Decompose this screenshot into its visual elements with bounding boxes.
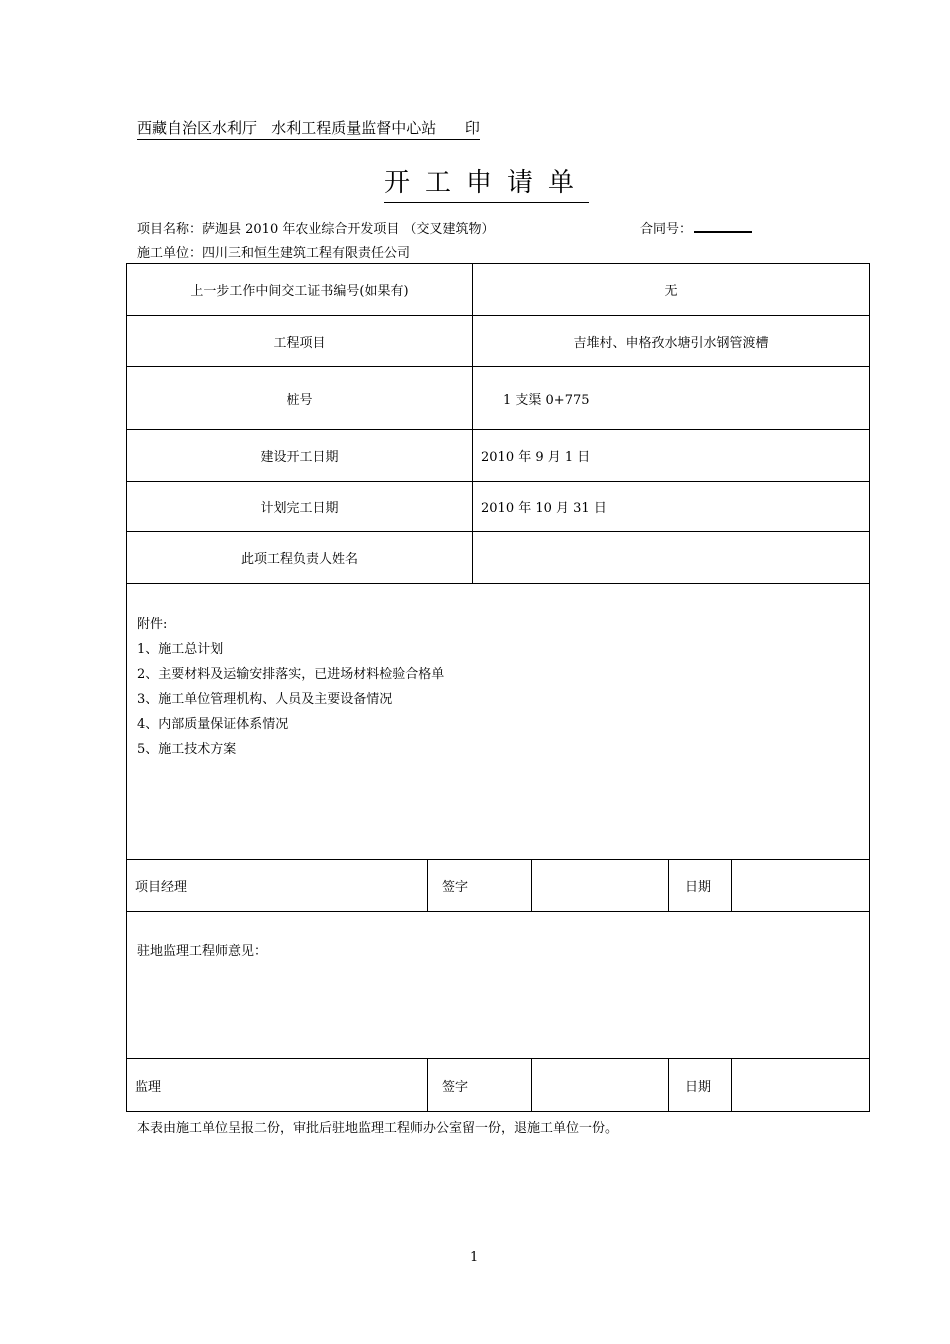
supervisor-sign-field[interactable] xyxy=(532,1059,669,1112)
table-row xyxy=(127,482,870,532)
row-label-stake-number: 桩号 xyxy=(127,367,473,430)
supervisor-date-label: 日期 xyxy=(669,1059,732,1112)
attachments-row xyxy=(127,584,870,860)
table-row xyxy=(127,532,870,584)
attachment-item: 5、施工技术方案 xyxy=(137,742,237,757)
supervisor-sign-label: 签字 xyxy=(428,1059,532,1112)
row-label-prev-certificate: 上一步工作中间交工证书编号(如果有) xyxy=(127,264,473,316)
row-label-start-date: 建设开工日期 xyxy=(127,430,473,482)
supervisor-opinion-cell xyxy=(127,912,870,1059)
contract-label: 合同号： xyxy=(640,222,693,237)
pm-sign-label: 签字 xyxy=(428,860,532,912)
page-title: 开工申请单 xyxy=(384,166,589,203)
attachments-cell xyxy=(127,584,870,860)
row-value-stake-number: 1 支渠 0+775 xyxy=(473,367,870,430)
supervisor-date-field[interactable] xyxy=(732,1059,870,1112)
contract-blank xyxy=(694,221,752,233)
row-value-finish-date: 2010 年 10 月 31 日 xyxy=(473,482,870,532)
supervisor-label: 监理 xyxy=(127,1059,428,1112)
supervisor-opinion-label: 驻地监理工程师意见： xyxy=(137,944,268,959)
footnote: 本表由施工单位呈报二份，审批后驻地监理工程师办公室留一份，退施工单位一份。 xyxy=(137,1121,619,1136)
table-row xyxy=(127,430,870,482)
row-value-prev-certificate: 无 xyxy=(473,264,870,316)
pm-date-field[interactable] xyxy=(732,860,870,912)
attachment-item: 4、内部质量保证体系情况 xyxy=(137,717,289,732)
project-name: 项目名称：萨迦县 2010 年农业综合开发项目 （交叉建筑物） xyxy=(137,222,495,237)
table-row xyxy=(127,264,870,316)
page-number: 1 xyxy=(470,1250,479,1265)
row-value-project-item: 吉堆村、申格孜水塘引水钢管渡槽 xyxy=(473,316,870,367)
attachments-heading: 附件: xyxy=(137,617,168,632)
supervisor-row xyxy=(127,1059,870,1112)
contractor: 施工单位：四川三和恒生建筑工程有限责任公司 xyxy=(137,246,411,261)
authority-header: 西藏自治区水利厅 水利工程质量监督中心站 印 xyxy=(137,118,480,140)
row-label-project-item: 工程项目 xyxy=(127,316,473,367)
attachment-item: 2、主要材料及运输安排落实，已进场材料检验合格单 xyxy=(137,667,445,682)
row-value-responsible-person xyxy=(473,532,870,584)
pm-date-label: 日期 xyxy=(669,860,732,912)
contract-number xyxy=(640,221,752,239)
project-manager-row xyxy=(127,860,870,912)
project-manager-label: 项目经理 xyxy=(127,860,428,912)
row-label-finish-date: 计划完工日期 xyxy=(127,482,473,532)
attachment-item: 3、施工单位管理机构、人员及主要设备情况 xyxy=(137,692,393,707)
table-row xyxy=(127,367,870,430)
application-form-table xyxy=(126,263,870,1112)
row-value-start-date: 2010 年 9 月 1 日 xyxy=(473,430,870,482)
supervisor-opinion-row xyxy=(127,912,870,1059)
row-label-responsible-person: 此项工程负责人姓名 xyxy=(127,532,473,584)
pm-sign-field[interactable] xyxy=(532,860,669,912)
table-row xyxy=(127,316,870,367)
attachment-item: 1、施工总计划 xyxy=(137,642,224,657)
